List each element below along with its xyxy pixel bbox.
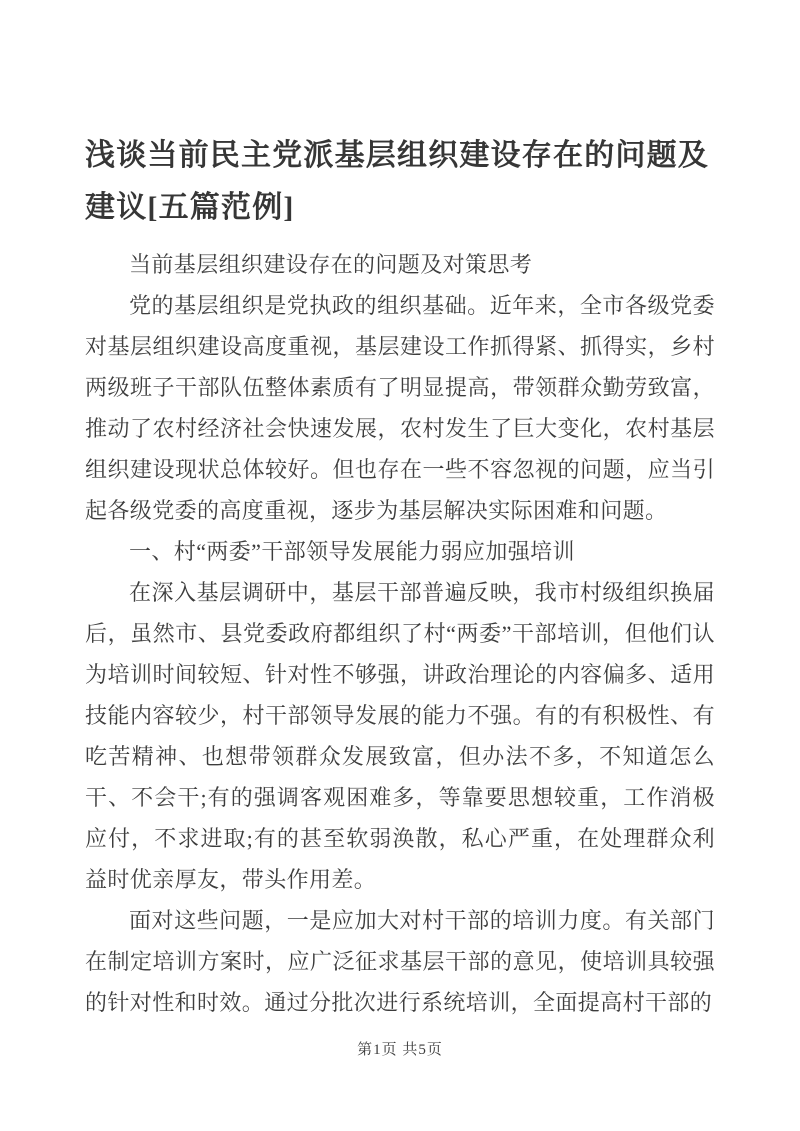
paragraph: 在深入基层调研中，基层干部普遍反映，我市村级组织换届后，虽然市、县党委政府都组织了村“两委”干部培训，但他们认为培训时间较短、针对性不够强，讲政治理论的内容偏多、适用技能内容较少，村干部领导发展的能力不强。有的有积极性、有吃苦精神、也想带领群众发展致富，但办法不多，不知道怎么干、不会干;有的强调客观困难多，等靠要思想较重，工作消极应付，不求进取;有的甚至软弱涣散，私心严重，在处理群众利益时优亲厚友，带头作用差。 bbox=[85, 580, 715, 892]
document-content bbox=[85, 130, 715, 1023]
page-footer bbox=[0, 1038, 800, 1059]
paragraph: 党的基层组织是党执政的组织基础。近年来，全市各级党委对基层组织建设高度重视，基层建设工作抓得紧、抓得实，乡村两级班子干部队伍整体素质有了明显提高，带领群众勤劳致富，推动了农村经济社会快速发展，农村发生了巨大变化，农村基层组织建设现状总体较好。但也存在一些不容忽视的问题，应当引起各级党委的高度重视，逐步为基层解决实际困难和问题。 bbox=[85, 293, 715, 523]
paragraph: 面对这些问题，一是应加大对村干部的培训力度。有关部门在制定培训方案时，应广泛征求基层干部的意见，使培训具较强的针对性和时效。通过分批次进行系统培训，全面提高村干部的 bbox=[85, 908, 715, 1015]
document-body bbox=[85, 244, 715, 1023]
section-heading: 一、村“两委”干部领导发展能力弱应加强培训 bbox=[129, 539, 575, 564]
intro-paragraph: 当前基层组织建设存在的问题及对策思考 bbox=[129, 252, 533, 277]
document-title: 浅谈当前民主党派基层组织建设存在的问题及建议[五篇范例] bbox=[85, 139, 709, 224]
page-number-indicator: 第1页 共5页 bbox=[357, 1042, 443, 1058]
